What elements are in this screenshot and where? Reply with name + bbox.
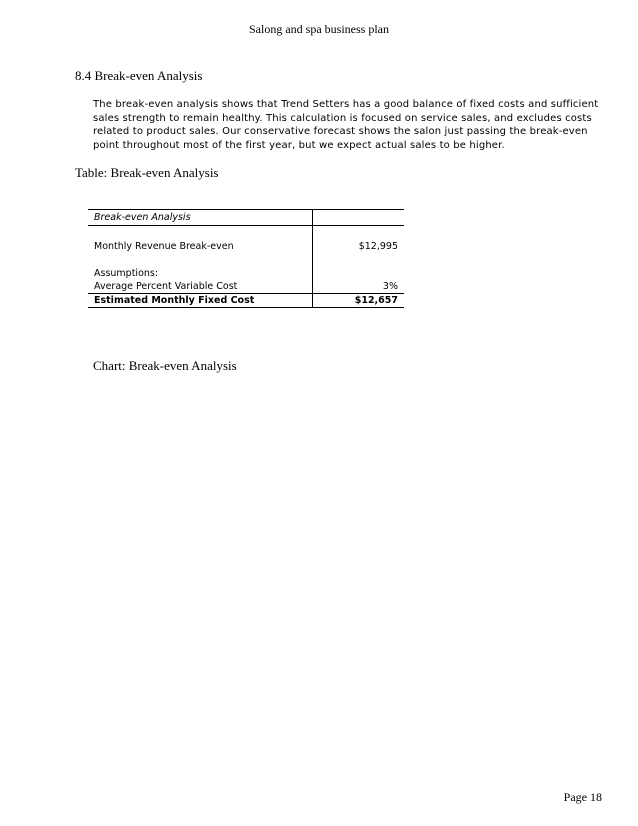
table-row [88,280,404,294]
row-label: Assumptions: [94,268,159,279]
chart-caption: Chart: Break-even Analysis [93,358,237,373]
table-row-total [88,294,404,308]
row-value: 3% [313,280,405,294]
table-spacer [88,253,404,267]
table-header-row [88,210,404,226]
row-value: $12,657 [313,294,405,308]
row-label: Average Percent Variable Cost [94,281,238,292]
break-even-table [88,209,404,308]
table-row [88,267,404,280]
section-heading: 8.4 Break-even Analysis [75,68,203,83]
running-header: Salong and spa business plan [249,22,389,36]
table-header-value [313,210,405,226]
page-number: Page 18 [563,790,602,804]
table-caption: Table: Break-even Analysis [75,165,219,180]
row-value [313,267,405,280]
row-label: Monthly Revenue Break-even [94,241,234,252]
table-spacer [88,226,404,241]
row-label: Estimated Monthly Fixed Cost [88,294,313,308]
table-row [88,240,404,253]
body-paragraph: The break-even analysis shows that Trend Setters has a good balance of fixed costs and sufficient sales strength to remain healthy. This calculation is focused on service sales, and excludes costs related to product sales. Our conservative forecast shows the salon just passing the break-even point throughout most of the first year, but we expect actual sales to be higher. [93,99,599,151]
row-value: $12,995 [313,240,405,253]
table-header-label: Break-even Analysis [88,210,313,226]
